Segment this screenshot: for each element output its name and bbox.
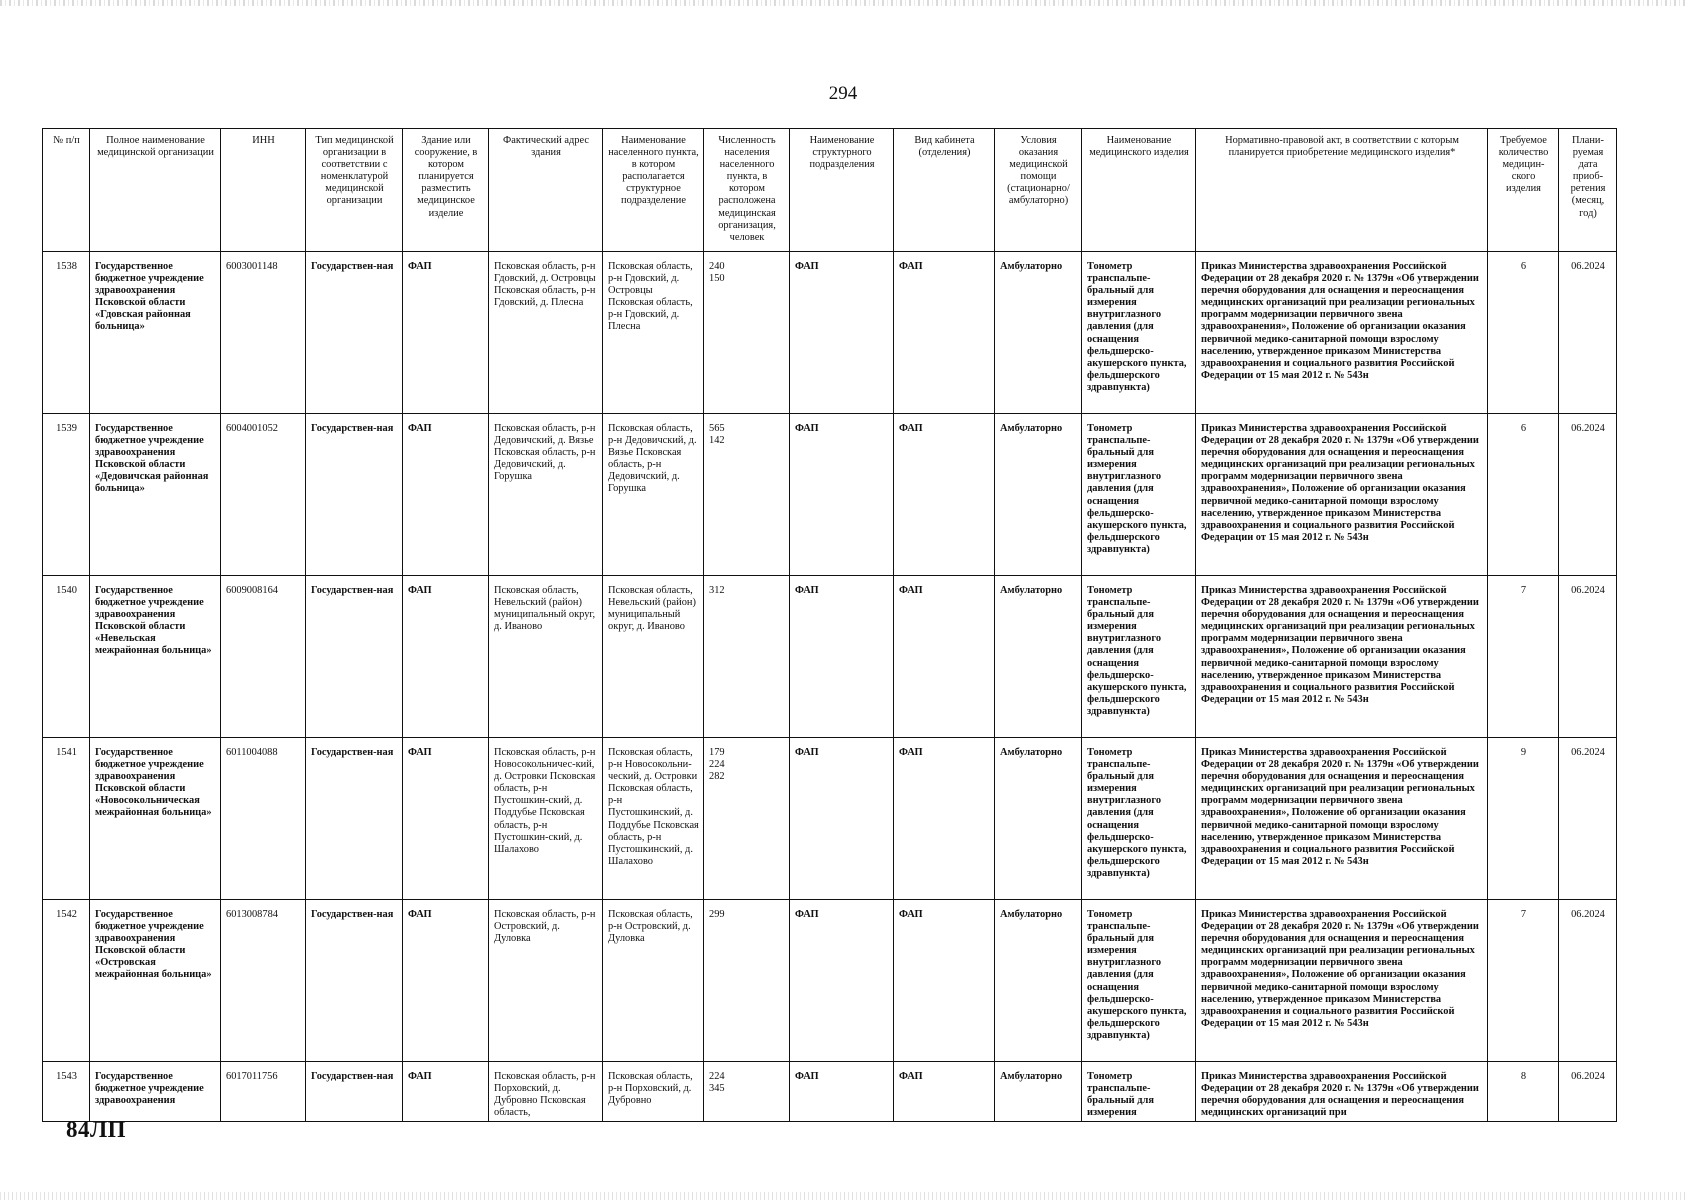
- table-row: [43, 252, 1617, 414]
- header-address: Фактический адрес здания: [489, 129, 603, 252]
- population: 224 345: [704, 1062, 790, 1122]
- scan-artifact-top: [0, 0, 1686, 6]
- org-name: Государственное бюджетное учреждение здравоохранения Псковской области «Островская межрайонная больница»: [90, 900, 221, 1062]
- header-unit: Наименование структурного подразделения: [790, 129, 894, 252]
- header-settlement: Наименование населенного пункта, в котором располагается структурное подразделение: [603, 129, 704, 252]
- population: 240 150: [704, 252, 790, 414]
- address: Псковская область, Невельский (район) муниципальный округ, д. Иваново: [489, 576, 603, 738]
- settlement: Псковская область, р-н Новосокольни-ческий, д. Островки Псковская область, р-н Пустошкинский, д. Поддубье Псковская область, р-н Пустошкинский, д. Шалахово: [603, 738, 704, 900]
- org-type: Государствен-ная: [306, 1062, 403, 1122]
- building: ФАП: [403, 1062, 489, 1122]
- cabinet: ФАП: [894, 1062, 995, 1122]
- unit: ФАП: [790, 738, 894, 900]
- address: Псковская область, р-н Островский, д. Дуловка: [489, 900, 603, 1062]
- header-org-type: Тип медицинской организации в соответствии с номенклатурой медицинской организации: [306, 129, 403, 252]
- legal-act: Приказ Министерства здравоохранения Российской Федерации от 28 декабря 2020 г. № 1379н «Об утверждении перечня оборудования для оснащения и переоснащения медицинских организаций при реализации региональных программ модернизации первичного звена здравоохранения», Положение об организации оказания первичной медико-санитарной помощи взрослому населению, утвержденное приказом Министерства здравоохранения и социального развития Российской Федерации от 15 мая 2012 г. № 543н: [1196, 414, 1488, 576]
- population: 312: [704, 576, 790, 738]
- header-device: Наименование медицинского изделия: [1082, 129, 1196, 252]
- settlement: Псковская область, р-н Гдовский, д. Островцы Псковская область, р-н Гдовский, д. Плесна: [603, 252, 704, 414]
- scan-artifact-bottom: [0, 1192, 1686, 1200]
- header-building: Здание или сооружение, в котором планируется разместить медицинское изделие: [403, 129, 489, 252]
- header-conditions: Условия оказания медицинской помощи (стационарно/ амбулаторно): [995, 129, 1082, 252]
- document-stamp: 84ЛП: [66, 1117, 127, 1142]
- address: Псковская область, р-н Дедовичский, д. Вязье Псковская область, р-н Дедовичский, д. Горушка: [489, 414, 603, 576]
- header-num: № п/п: [43, 129, 90, 252]
- header-org-name: Полное наименование медицинской организации: [90, 129, 221, 252]
- unit: ФАП: [790, 252, 894, 414]
- header-population: Численность населения населенного пункта, в котором расположена медицинская организация, человек: [704, 129, 790, 252]
- cabinet: ФАП: [894, 738, 995, 900]
- quantity: 7: [1488, 900, 1559, 1062]
- inn: 6011004088: [221, 738, 306, 900]
- device: Тонометр транспальпе-бральный для измерения внутриглазного давления (для оснащения фельдшерско-акушерского пункта, фельдшерского здравпункта): [1082, 900, 1196, 1062]
- conditions: Амбулаторно: [995, 414, 1082, 576]
- building: ФАП: [403, 252, 489, 414]
- org-type: Государствен-ная: [306, 738, 403, 900]
- conditions: Амбулаторно: [995, 252, 1082, 414]
- page-number: 294: [828, 83, 858, 104]
- conditions: Амбулаторно: [995, 1062, 1082, 1122]
- org-type: Государствен-ная: [306, 414, 403, 576]
- quantity: 9: [1488, 738, 1559, 900]
- header-cabinet: Вид кабинета (отделения): [894, 129, 995, 252]
- org-name: Государственное бюджетное учреждение здравоохранения Псковской области «Новосокольническая межрайонная больница»: [90, 738, 221, 900]
- quantity: 8: [1488, 1062, 1559, 1122]
- row-number: 1543: [43, 1062, 90, 1122]
- org-type: Государствен-ная: [306, 252, 403, 414]
- table-header-row: [43, 129, 1617, 252]
- cabinet: ФАП: [894, 576, 995, 738]
- purchase-date: 06.2024: [1559, 1062, 1617, 1122]
- address: Псковская область, р-н Порховский, д. Дубровно Псковская область,: [489, 1062, 603, 1122]
- device: Тонометр транспальпе-бральный для измерения внутриглазного давления (для оснащения фельдшерско-акушерского пункта, фельдшерского здравпункта): [1082, 414, 1196, 576]
- unit: ФАП: [790, 576, 894, 738]
- header-date: Плани-руемая дата приоб-ретения (месяц, год): [1559, 129, 1617, 252]
- header-inn: ИНН: [221, 129, 306, 252]
- org-type: Государствен-ная: [306, 900, 403, 1062]
- device: Тонометр транспальпе-бральный для измерения внутриглазного давления (для оснащения фельдшерско-акушерского пункта, фельдшерского здравпункта): [1082, 738, 1196, 900]
- org-name: Государственное бюджетное учреждение здравоохранения: [90, 1062, 221, 1122]
- address: Псковская область, р-н Гдовский, д. Островцы Псковская область, р-н Гдовский, д. Плесна: [489, 252, 603, 414]
- table-row: [43, 414, 1617, 576]
- org-name: Государственное бюджетное учреждение здравоохранения Псковской области «Невельская межрайонная больница»: [90, 576, 221, 738]
- population: 565 142: [704, 414, 790, 576]
- settlement: Псковская область, р-н Дедовичский, д. Вязье Псковская область, р-н Дедовичский, д. Горушка: [603, 414, 704, 576]
- table-row: [43, 1062, 1617, 1122]
- device: Тонометр транспальпе-бральный для измерения: [1082, 1062, 1196, 1122]
- cabinet: ФАП: [894, 252, 995, 414]
- settlement: Псковская область, Невельский (район) муниципальный округ, д. Иваново: [603, 576, 704, 738]
- address: Псковская область, р-н Новосокольничес-кий, д. Островки Псковская область, р-н Пустошкин-ский, д. Поддубье Псковская область, р-н Пустошкин-ский, д. Шалахово: [489, 738, 603, 900]
- table-row: [43, 900, 1617, 1062]
- unit: ФАП: [790, 414, 894, 576]
- purchase-date: 06.2024: [1559, 900, 1617, 1062]
- inn: 6013008784: [221, 900, 306, 1062]
- purchase-date: 06.2024: [1559, 576, 1617, 738]
- building: ФАП: [403, 414, 489, 576]
- building: ФАП: [403, 576, 489, 738]
- cabinet: ФАП: [894, 900, 995, 1062]
- device: Тонометр транспальпе-бральный для измерения внутриглазного давления (для оснащения фельдшерско-акушерского пункта, фельдшерского здравпункта): [1082, 252, 1196, 414]
- device: Тонометр транспальпе-бральный для измерения внутриглазного давления (для оснащения фельдшерско-акушерского пункта, фельдшерского здравпункта): [1082, 576, 1196, 738]
- legal-act: Приказ Министерства здравоохранения Российской Федерации от 28 декабря 2020 г. № 1379н «Об утверждении перечня оборудования для оснащения и переоснащения медицинских организаций при реализации региональных программ модернизации первичного звена здравоохранения», Положение об организации оказания первичной медико-санитарной помощи взрослому населению, утвержденное приказом Министерства здравоохранения и социального развития Российской Федерации от 15 мая 2012 г. № 543н: [1196, 900, 1488, 1062]
- legal-act: Приказ Министерства здравоохранения Российской Федерации от 28 декабря 2020 г. № 1379н «Об утверждении перечня оборудования для оснащения и переоснащения медицинских организаций при реализации региональных программ модернизации первичного звена здравоохранения», Положение об организации оказания первичной медико-санитарной помощи взрослому населению, утвержденное приказом Министерства здравоохранения и социального развития Российской Федерации от 15 мая 2012 г. № 543н: [1196, 738, 1488, 900]
- building: ФАП: [403, 738, 489, 900]
- row-number: 1540: [43, 576, 90, 738]
- cabinet: ФАП: [894, 414, 995, 576]
- legal-act: Приказ Министерства здравоохранения Российской Федерации от 28 декабря 2020 г. № 1379н «Об утверждении перечня оборудования для оснащения и переоснащения медицинских организаций при реализации региональных программ модернизации первичного звена здравоохранения», Положение об организации оказания первичной медико-санитарной помощи взрослому населению, утвержденное приказом Министерства здравоохранения и социального развития Российской Федерации от 15 мая 2012 г. № 543н: [1196, 576, 1488, 738]
- quantity: 6: [1488, 252, 1559, 414]
- unit: ФАП: [790, 900, 894, 1062]
- conditions: Амбулаторно: [995, 900, 1082, 1062]
- org-type: Государствен-ная: [306, 576, 403, 738]
- row-number: 1542: [43, 900, 90, 1062]
- purchase-date: 06.2024: [1559, 738, 1617, 900]
- header-legal-act: Нормативно-правовой акт, в соответствии с которым планируется приобретение медицинского изделия*: [1196, 129, 1488, 252]
- equipment-register-table: [42, 128, 1617, 1122]
- purchase-date: 06.2024: [1559, 252, 1617, 414]
- conditions: Амбулаторно: [995, 576, 1082, 738]
- header-quantity: Требуемое количество медицин-ского изделия: [1488, 129, 1559, 252]
- table-row: [43, 738, 1617, 900]
- conditions: Амбулаторно: [995, 738, 1082, 900]
- legal-act: Приказ Министерства здравоохранения Российской Федерации от 28 декабря 2020 г. № 1379н «Об утверждении перечня оборудования для оснащения и переоснащения медицинских организаций при реализации региональных программ модернизации первичного звена здравоохранения», Положение об организации оказания первичной медико-санитарной помощи взрослому населению, утвержденное приказом Министерства здравоохранения и социального развития Российской Федерации от 15 мая 2012 г. № 543н: [1196, 252, 1488, 414]
- inn: 6003001148: [221, 252, 306, 414]
- population: 179 224 282: [704, 738, 790, 900]
- table-row: [43, 576, 1617, 738]
- quantity: 6: [1488, 414, 1559, 576]
- legal-act: Приказ Министерства здравоохранения Российской Федерации от 28 декабря 2020 г. № 1379н «Об утверждении перечня оборудования для оснащения и переоснащения медицинских организаций при: [1196, 1062, 1488, 1122]
- row-number: 1539: [43, 414, 90, 576]
- purchase-date: 06.2024: [1559, 414, 1617, 576]
- org-name: Государственное бюджетное учреждение здравоохранения Псковской области «Гдовская районная больница»: [90, 252, 221, 414]
- inn: 6009008164: [221, 576, 306, 738]
- population: 299: [704, 900, 790, 1062]
- quantity: 7: [1488, 576, 1559, 738]
- settlement: Псковская область, р-н Островский, д. Дуловка: [603, 900, 704, 1062]
- settlement: Псковская область, р-н Порховский, д. Дубровно: [603, 1062, 704, 1122]
- unit: ФАП: [790, 1062, 894, 1122]
- building: ФАП: [403, 900, 489, 1062]
- row-number: 1538: [43, 252, 90, 414]
- inn: 6017011756: [221, 1062, 306, 1122]
- org-name: Государственное бюджетное учреждение здравоохранения Псковской области «Дедовичская районная больница»: [90, 414, 221, 576]
- inn: 6004001052: [221, 414, 306, 576]
- row-number: 1541: [43, 738, 90, 900]
